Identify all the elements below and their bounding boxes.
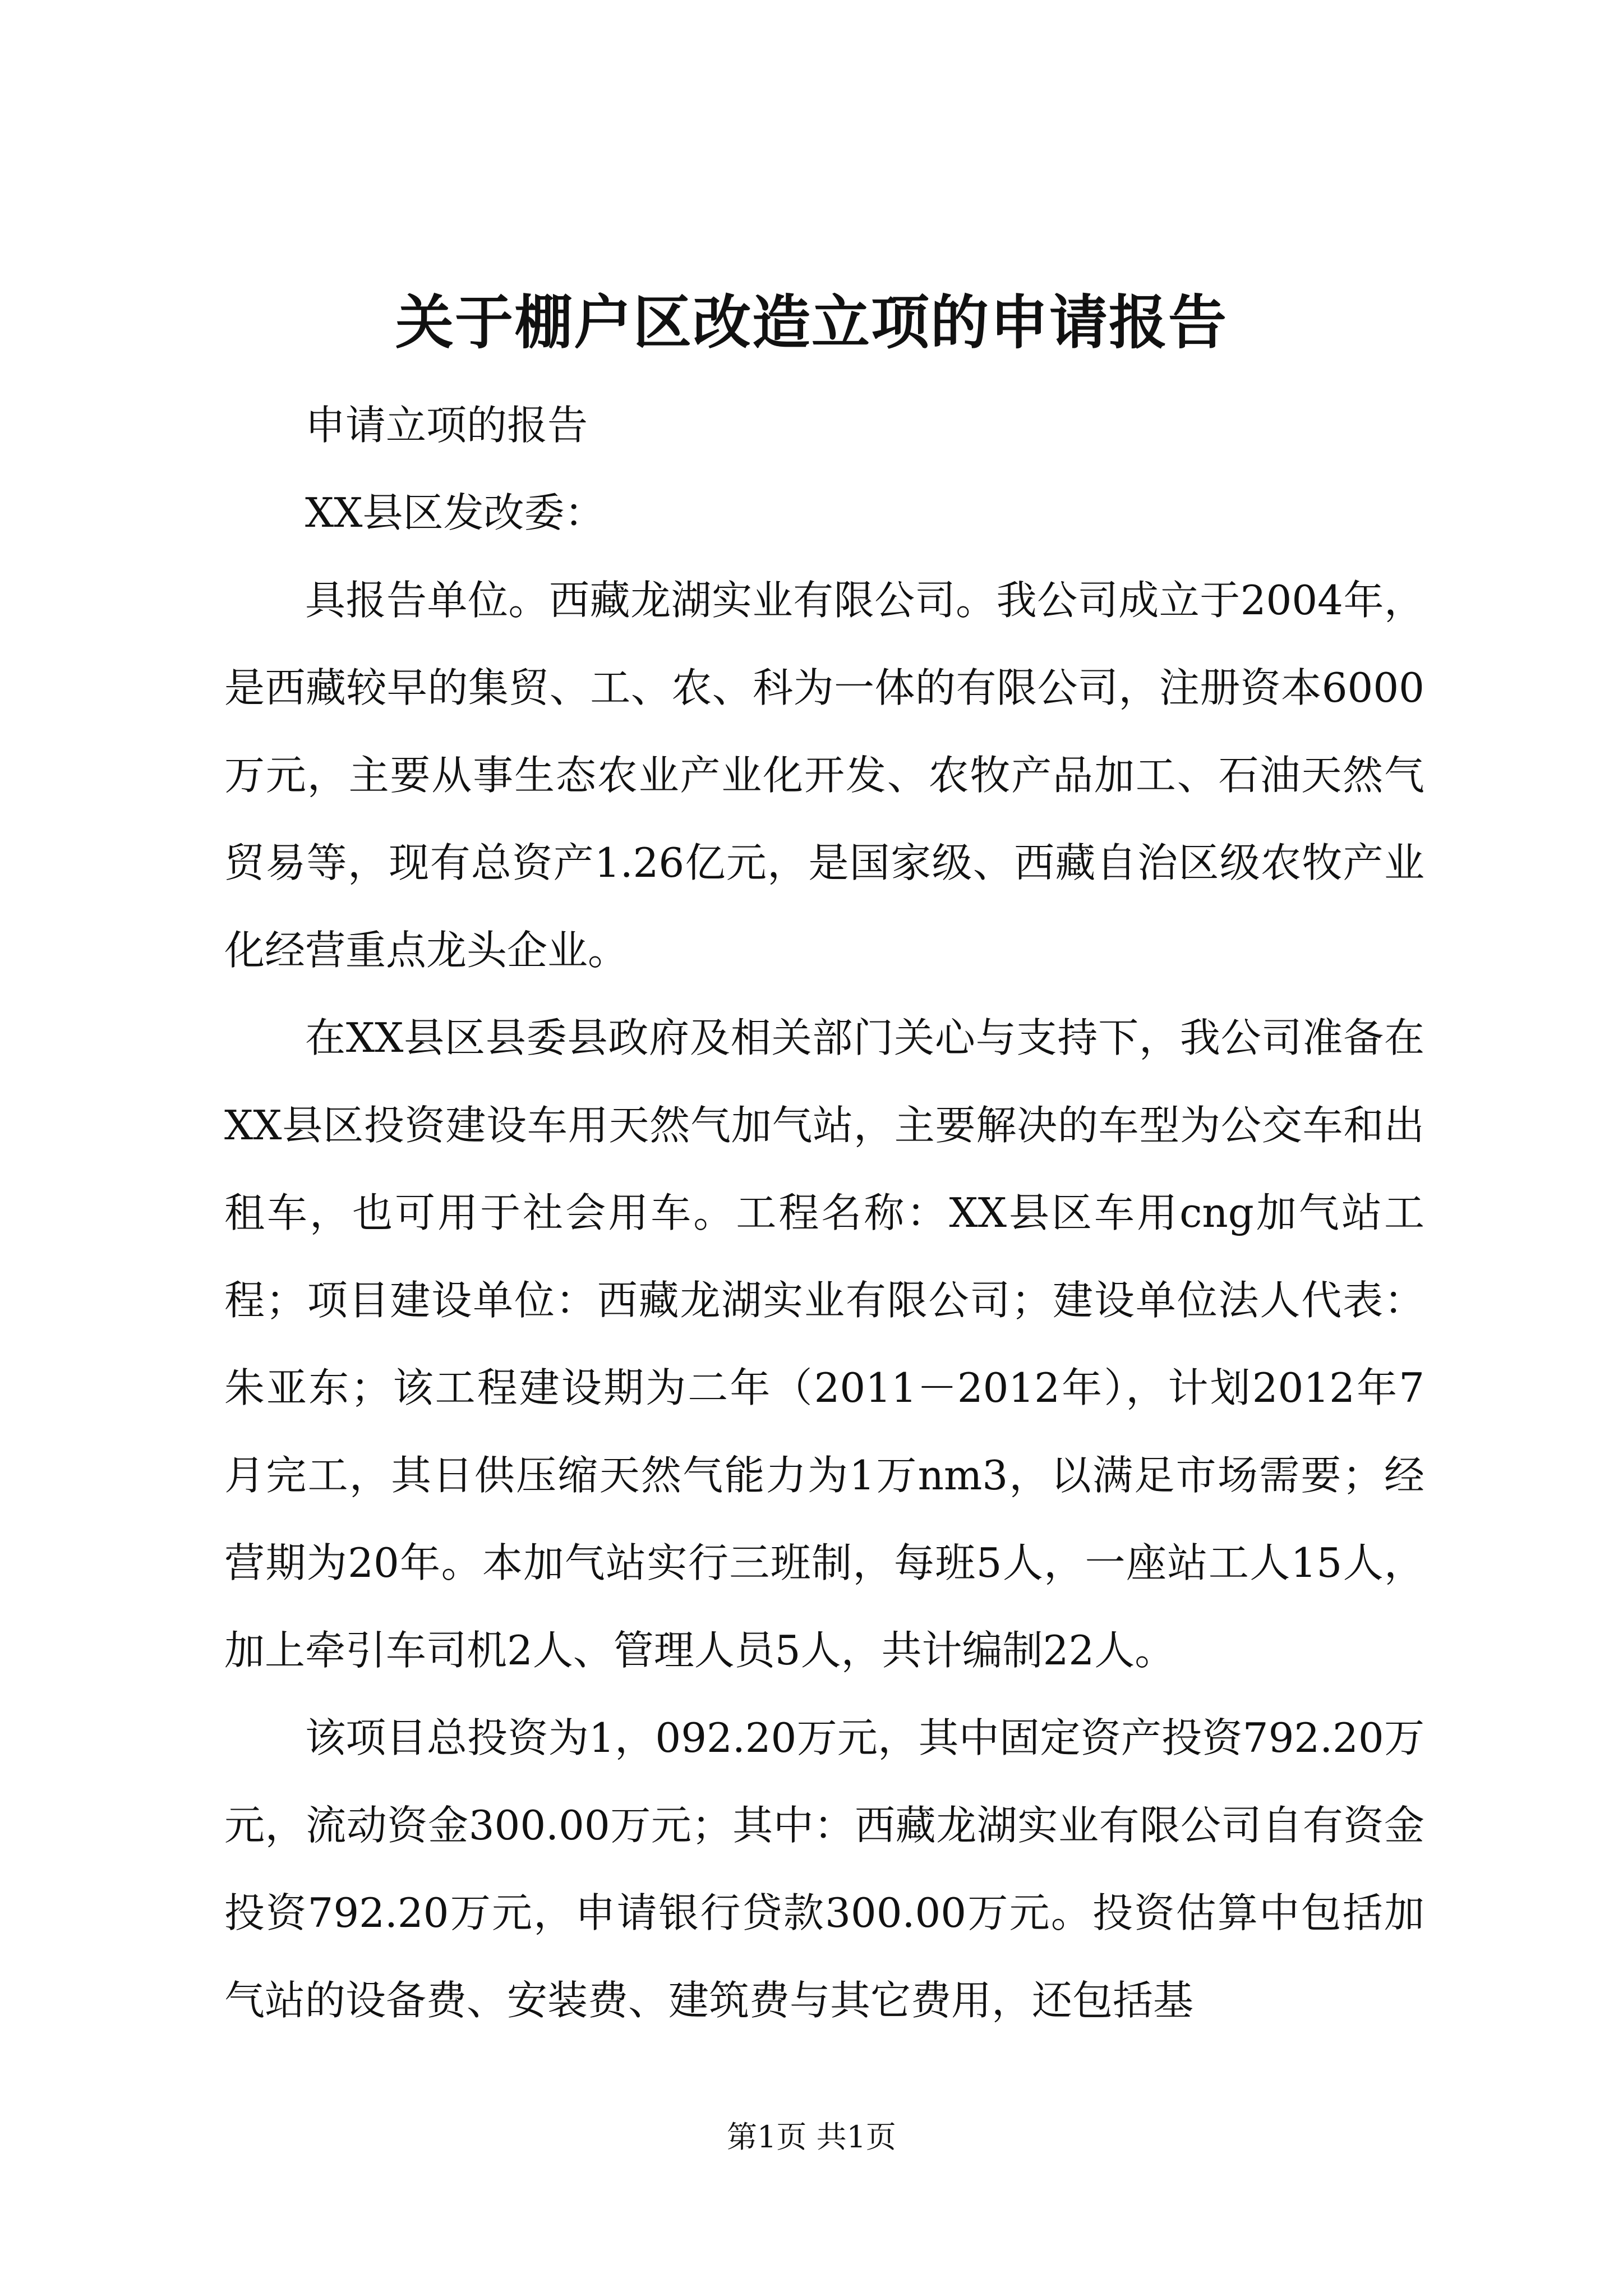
paragraph-company-intro: 具报告单位。西藏龙湖实业有限公司。我公司成立于2004年，是西藏较早的集贸、工、农、科为一体的有限公司，注册资本6000万元，主要从事生态农业产业化开发、农牧产品加工、石油天然气贸易等，现有总资产1.26亿元，是国家级、西藏自治区级农牧产业化经营重点龙头企业。 — [224, 577, 1424, 974]
subtitle: 申请立项的报告 — [305, 402, 588, 449]
page-number-footer: 第1页 共1页 — [727, 2119, 896, 2155]
addressee: XX县区发改委： — [305, 489, 605, 536]
document-title: 关于棚户区改造立项的申请报告 — [395, 288, 1228, 357]
document-body — [224, 381, 1424, 2044]
paragraph-investment: 该项目总投资为1，092.20万元，其中固定资产投资792.20万元，流动资金300.00万元；其中：西藏龙湖实业有限公司自有资金投资792.20万元，申请银行贷款300.00万元。投资估算中包括加气站的设备费、安装费、建筑费与其它费用，还包括基 — [224, 1714, 1424, 2024]
paragraph-project-info: 在XX县区县委县政府及相关部门关心与支持下，我公司准备在XX县区投资建设车用天然气加气站，主要解决的车型为公交车和出租车，也可用于社会用车。工程名称：XX县区车用cng加气站工程；项目建设单位：西藏龙湖实业有限公司；建设单位法人代表：朱亚东；该工程建设期为二年（2011－2012年），计划2012年7月完工，其日供压缩天然气能力为1万nm3，以满足市场需要；经营期为20年。本加气站实行三班制，每班5人，一座站工人15人，加上牵引车司机2人、管理人员5人，共计编制22人。 — [224, 1014, 1424, 1674]
